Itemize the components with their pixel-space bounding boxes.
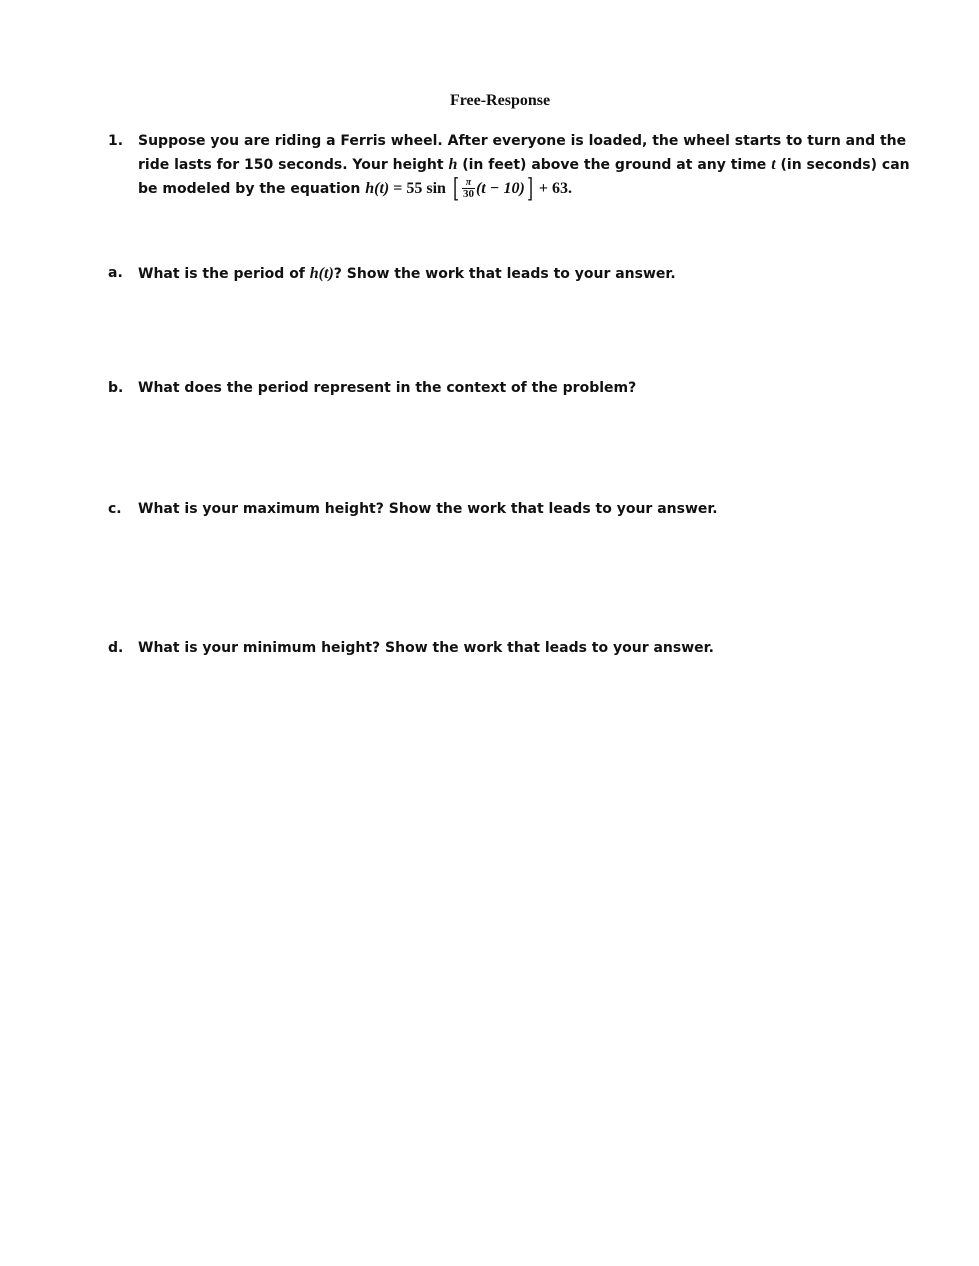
part-text: What is the period of h(t)? Show the work that leads to your answer. <box>138 265 676 282</box>
function-h-of-t: h(t) <box>309 265 334 282</box>
part-c <box>108 498 928 521</box>
equation-tail: + 63. <box>534 180 573 197</box>
equation-inner: (t − 10) <box>475 180 525 197</box>
question-1 <box>108 130 928 204</box>
part-b <box>108 377 928 400</box>
fraction-denominator: 30 <box>462 188 474 200</box>
part-label: b. <box>108 380 124 396</box>
equation-lhs: h(t) <box>365 180 390 197</box>
variable-t: t <box>771 156 776 173</box>
part-label: c. <box>108 501 122 517</box>
part-a <box>108 262 928 286</box>
equation-equals: = <box>389 180 407 197</box>
fraction-numerator: π <box>465 177 472 188</box>
question-number: 1. <box>108 133 124 149</box>
part-text: What is your minimum height? Show the work that leads to your answer. <box>138 640 714 656</box>
variable-h: h <box>448 156 458 173</box>
fraction <box>462 178 475 200</box>
part-label: d. <box>108 640 124 656</box>
part-text: What does the period represent in the context of the problem? <box>138 380 637 396</box>
open-bracket: [ <box>452 174 459 204</box>
part-label: a. <box>108 265 123 281</box>
part-text: What is your maximum height? Show the work that leads to your answer. <box>138 501 718 517</box>
close-bracket: ] <box>526 174 533 204</box>
height-equation <box>365 174 573 204</box>
page-title: Free-Response <box>449 92 551 109</box>
equation-coefficient: 55 sin <box>406 180 446 197</box>
question-text: Suppose you are riding a Ferris wheel. After everyone is loaded, the wheel starts to turn and the ride lasts for 150 seconds. Your height h (in feet) above the ground at any time t (in seconds) can be modeled by the equation h(t) = 55 sin [ $\frac{\pi}{30}$ (t − 10)] + 63. <box>138 133 910 204</box>
part-d <box>108 637 928 660</box>
